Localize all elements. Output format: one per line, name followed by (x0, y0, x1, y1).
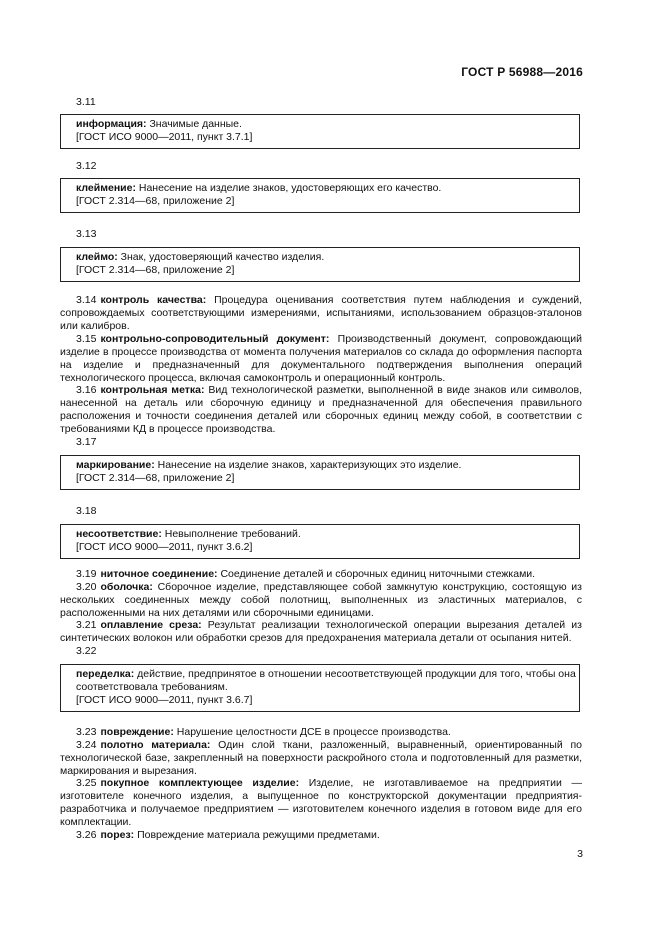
definition: Производственный документ, сопровождающий изделие в процессе производства от момента получения материалов со склада до оформления паспорта на изделие и предназначенный для документального подтверждения выполнения операций технологического процесса, включая самоконтроль и операционный контроль. (60, 333, 582, 384)
definition-box (60, 524, 580, 559)
term-number: 3.20 (76, 581, 97, 593)
definition-paragraph (60, 384, 582, 436)
definition: Изделие, не изготавливаемое на предприятии — изготовителе конечного изделия, а выпущенное по конструкторской документации предприятия-разработчика и получаемое предприятием — изготовителем конечного изделия в готовом виде для его комплектации. (60, 777, 582, 828)
definition-paragraph (60, 581, 582, 620)
definition: действие, предпринятое в отношении несоответствующей продукции для того, чтобы она соответствовала требованиям. (76, 668, 576, 693)
term-number: 3.17 (76, 436, 97, 448)
term: клеймение: (76, 182, 136, 194)
term-number: 3.12 (76, 160, 97, 172)
source-reference: [ГОСТ ИСО 9000—2011, пункт 3.6.7] (76, 694, 253, 706)
definition: Сборочное изделие, представляющее собой замкнутую конструкцию, состоящую из нескольких соединенных между собой полотнищ, выполненных из эластичных материалов, с расположенными на них деталями или сборочными единицами. (60, 581, 582, 619)
definition-paragraph (60, 568, 582, 581)
definition-paragraph (60, 294, 582, 333)
definition: Значимые данные. (146, 118, 242, 130)
term-number: 3.15 (76, 333, 97, 345)
definition: Результат реализации технологической операции вырезания деталей из синтетических волокон или обработки срезов для предохранения материала детали от осыпания нитей. (60, 619, 582, 644)
term: оболочка: (100, 581, 153, 593)
source-reference: [ГОСТ 2.314—68, приложение 2] (76, 472, 235, 484)
term-number: 3.24 (76, 739, 97, 751)
definition: Процедура оценивания соответствия путем наблюдения и суждений, сопровождаемых соответствующими измерениями, испытаниями, использованием образцов-эталонов или калибров. (60, 294, 582, 332)
source-reference: [ГОСТ 2.314—68, приложение 2] (76, 195, 235, 207)
source-reference: [ГОСТ ИСО 9000—2011, пункт 3.7.1] (76, 131, 253, 143)
term-number: 3.26 (76, 829, 97, 841)
source-reference: [ГОСТ 2.314—68, приложение 2] (76, 264, 235, 276)
term: оплавление среза: (100, 619, 202, 631)
term-number: 3.19 (76, 568, 97, 580)
term: маркирование: (76, 459, 155, 471)
term: повреждение: (100, 726, 174, 738)
definition-paragraph (60, 333, 582, 385)
page-number: 3 (577, 848, 583, 860)
definition: Знак, удостоверяющий качество изделия. (117, 251, 325, 263)
definition: Вид технологической разметки, выполненной в виде знаков или символов, нанесенной на деталь или сборочную единицу и предназначенной для обеспечения правильного расположения и точности соединения деталей или сборочных единиц между собой, в соответствии с требованиями КД в процессе производства. (60, 384, 582, 435)
term-number: 3.23 (76, 726, 97, 738)
term: полотно материала: (100, 739, 211, 751)
definition: Один слой ткани, разложенный, выравненный, ориентированный по технологической базе, закрепленный на поверхности раскройного стола и подготовленный для разметки, маркирования и вырезания. (60, 739, 582, 777)
term-number: 3.21 (76, 619, 97, 631)
definition-paragraph (60, 829, 582, 842)
definition-box (60, 114, 580, 149)
term-number: 3.14 (76, 294, 97, 306)
definition-paragraph (60, 619, 582, 645)
term: контрольно-сопроводительный документ: (100, 333, 330, 345)
definition-paragraph (60, 726, 582, 739)
term-number: 3.22 (76, 645, 97, 657)
definition: Нарушение целостности ДСЕ в процессе производства. (173, 726, 451, 738)
definition-paragraph (60, 739, 582, 778)
term-number: 3.25 (76, 777, 97, 789)
term-number: 3.11 (76, 96, 96, 108)
definition: Нанесение на изделие знаков, удостоверяющих его качество. (135, 182, 442, 194)
term: контрольная метка: (100, 384, 205, 396)
definition-box (60, 455, 580, 490)
definition: Невыполнение требований. (161, 528, 301, 540)
term: клеймо: (76, 251, 118, 263)
definition-paragraph (60, 777, 582, 829)
definition: Повреждение материала режущими предметами. (134, 829, 380, 841)
term-number: 3.13 (76, 228, 97, 240)
definition-box (60, 178, 580, 213)
term-number: 3.16 (76, 384, 97, 396)
term: контроль качества: (100, 294, 207, 306)
term: информация: (76, 118, 147, 130)
definition-box (60, 247, 580, 282)
term: ниточное соединение: (100, 568, 218, 580)
source-reference: [ГОСТ ИСО 9000—2011, пункт 3.6.2] (76, 541, 253, 553)
definition-box (60, 664, 580, 712)
term: переделка: (76, 668, 135, 680)
definition: Соединение деталей и сборочных единиц ниточными стежками. (217, 568, 536, 580)
term: порез: (100, 829, 135, 841)
document-header: ГОСТ Р 56988—2016 (461, 65, 583, 79)
term-number: 3.18 (76, 505, 97, 517)
term: несоответствие: (76, 528, 162, 540)
definition: Нанесение на изделие знаков, характеризующих это изделие. (154, 459, 462, 471)
term: покупное комплектующее изделие: (100, 777, 300, 789)
